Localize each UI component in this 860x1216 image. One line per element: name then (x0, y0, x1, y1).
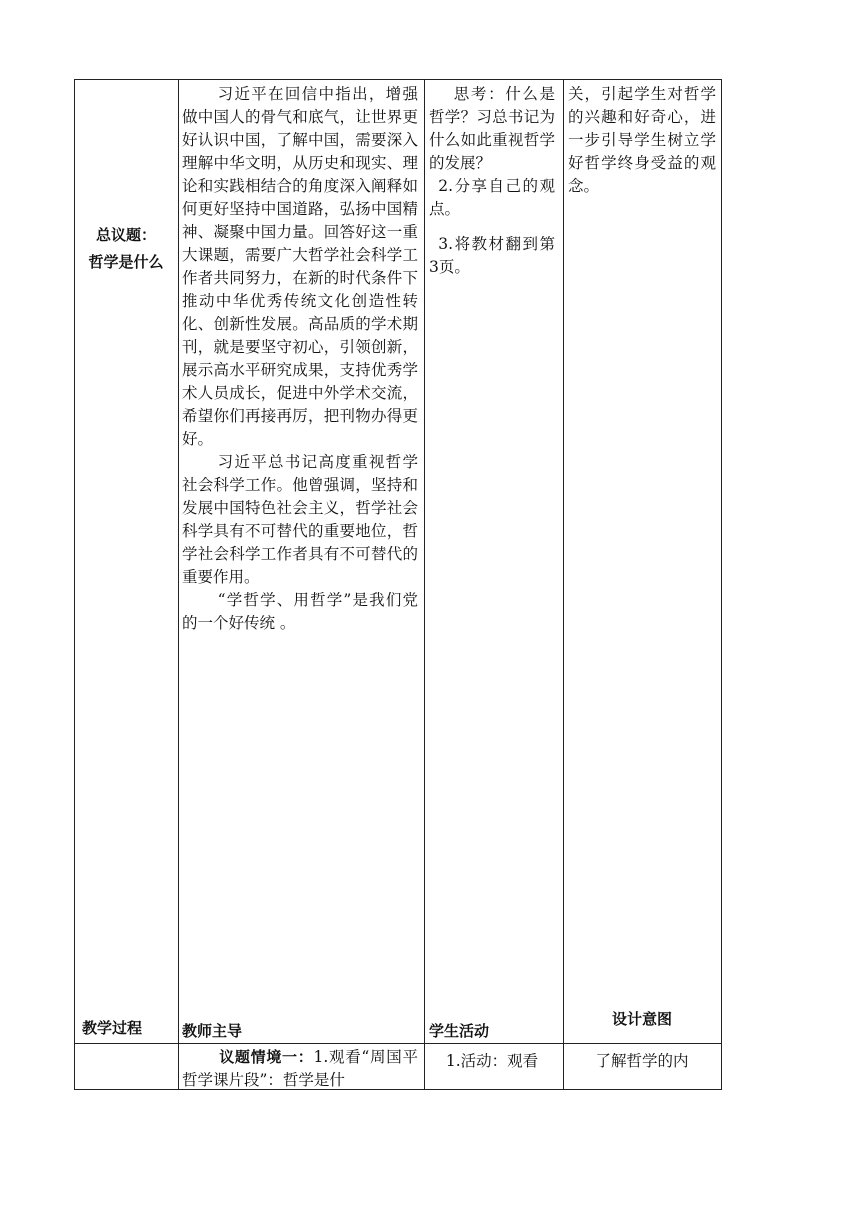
column-divider (563, 79, 564, 1090)
activity-item: 3.将教材翻到第3页。 (429, 235, 555, 276)
design-intent-text (568, 83, 716, 198)
paragraph: 习近平总书记高度重视哲学社会科学工作。他曾强调，坚持和发展中国特色社会主义，哲学社会科学具有不可替代的重要地位，哲学社会科学工作者具有不可替代的重要作用。 (182, 453, 418, 586)
column-divider (424, 79, 425, 1090)
next-row-student-cell: 1.活动：观看 (445, 1052, 539, 1070)
lesson-plan-table (74, 79, 722, 1089)
table-right-border (721, 79, 722, 1090)
topic-label: 总议题： (95, 226, 156, 244)
table-top-border (74, 79, 722, 80)
paragraph: 习近平在回信中指出，增强做中国人的骨气和底气，让世界更好认识中国，了解中国，需要深入理解中华文明，从历史和现实、理论和实践相结合的角度深入阐释如何更好坚持中国道路，弘扬中国精神、凝聚中国力量。回答好这一重大课题，需要广大哲学社会科学工作者共同努力，在新的时代条件下推动中华优秀传统文化创造性转化、创新性发展。高品质的学术期刊，就是要坚守初心，引领创新，展示高水平研究成果，支持优秀学术人员成长，促进中外学术交流，希望你们再接再厉，把刊物办得更好。 (182, 85, 418, 448)
activity-item: 思考：什么是哲学？习总书记为什么如此重视哲学的发展？ (429, 85, 555, 172)
header-design-intent: 设计意图 (611, 1010, 672, 1028)
header-teaching-process: 教学过程 (82, 1019, 143, 1037)
activity-item: 2.分享自己的观点。 (429, 177, 555, 218)
paragraph: “学哲学、用哲学”是我们党的一个好传统 。 (182, 591, 418, 632)
header-teacher-guidance: 教师主导 (182, 1022, 243, 1040)
student-activity-text (429, 83, 555, 279)
next-row-teacher-cell (182, 1046, 418, 1092)
teacher-guidance-text (182, 83, 418, 635)
scenario-text: 1.观看“周国平哲学课片段”：哲学是什 (182, 1048, 418, 1089)
column-divider (178, 79, 179, 1090)
header-student-activity: 学生活动 (429, 1022, 490, 1040)
next-row-design-cell: 了解哲学的内 (595, 1052, 689, 1070)
design-intent-paragraph: 关，引起学生对哲学的兴趣和好奇心，进一步引导学生树立学好哲学终身受益的观念。 (568, 85, 716, 195)
topic-title: 哲学是什么 (88, 253, 164, 271)
scenario-label: 议题情境一： (219, 1048, 314, 1066)
row-divider (74, 1043, 722, 1044)
